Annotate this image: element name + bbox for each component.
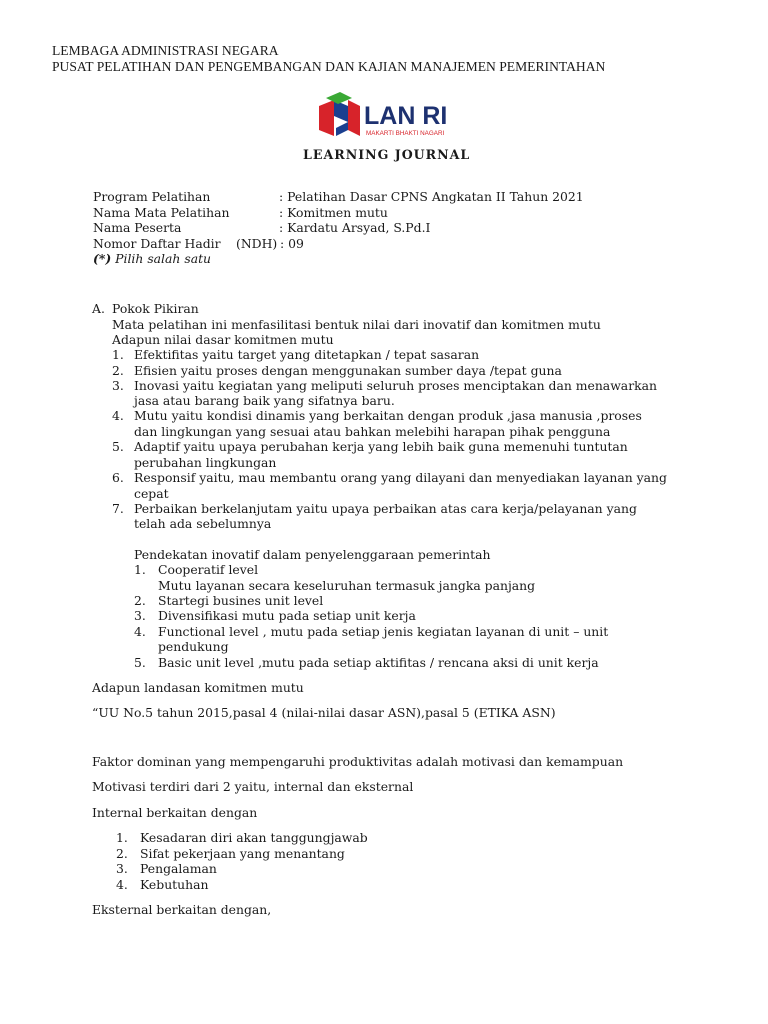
list-item-number: 6. — [112, 470, 124, 485]
peserta-value: : Kardatu Arsyad, S.Pd.I — [279, 220, 431, 235]
list-item-number: 5. — [134, 655, 146, 670]
list-item: Startegi busines unit level — [158, 593, 324, 608]
ndh-label: Nomor Daftar Hadir — [93, 236, 221, 251]
list-item: Basic unit level ,mutu pada setiap aktifitas / rencana aksi di unit kerja — [158, 655, 599, 670]
section-heading: Pokok Pikiran — [112, 301, 199, 316]
list-item-number: 3. — [134, 608, 146, 623]
institution-unit: PUSAT PELATIHAN DAN PENGEMBANGAN DAN KAJIAN MANAJEMEN PEMERINTAHAN — [52, 59, 606, 74]
list-item-number: 4. — [112, 408, 124, 423]
list-item-continuation: Mutu layanan secara keseluruhan termasuk jangka panjang — [158, 578, 536, 593]
mata-pelatihan-label: Nama Mata Pelatihan — [93, 205, 230, 220]
list-item-number: 7. — [112, 501, 124, 516]
ndh-value: : 09 — [280, 236, 304, 251]
list-item-number: 1. — [116, 830, 128, 845]
list-item: Adaptif yaitu upaya perubahan kerja yang lebih baik guna memenuhi tuntutan — [134, 439, 628, 454]
note — [93, 251, 211, 266]
list-item-number: 2. — [116, 846, 128, 861]
program-label: Program Pelatihan — [93, 189, 211, 204]
internal-heading: Internal berkaitan dengan — [92, 805, 258, 820]
peserta-label: Nama Peserta — [93, 220, 182, 235]
motivasi-text: Motivasi terdiri dari 2 yaitu, internal dan eksternal — [92, 779, 414, 794]
list-item-continuation: jasa atau barang baik yang sifatnya baru. — [134, 393, 395, 408]
list-item: Efisien yaitu proses dengan menggunakan sumber daya /tepat guna — [134, 363, 562, 378]
section-marker: A. — [92, 301, 105, 316]
list-item-number: 1. — [134, 562, 146, 577]
list-item-number: 5. — [112, 439, 124, 454]
list-item: Mutu yaitu kondisi dinamis yang berkaitan dengan produk ,jasa manusia ,proses — [134, 408, 642, 423]
list-item-continuation: perubahan lingkungan — [134, 455, 277, 470]
list-item: Efektifitas yaitu target yang ditetapkan / tepat sasaran — [134, 347, 480, 362]
list-item-continuation: pendukung — [158, 639, 229, 654]
list-item: Kebutuhan — [140, 877, 209, 892]
list-item: Divensifikasi mutu pada setiap unit kerja — [158, 608, 416, 623]
list-item-number: 3. — [116, 861, 128, 876]
list-item: Responsif yaitu, mau membantu orang yang dilayani dan menyediakan layanan yang — [134, 470, 667, 485]
mata-pelatihan-value: : Komitmen mutu — [279, 205, 388, 220]
list-item-number: 3. — [112, 378, 124, 393]
list-item: Sifat pekerjaan yang menantang — [140, 846, 345, 861]
logo-text: LAN RI — [364, 102, 448, 130]
note-mark: (*) — [93, 251, 112, 266]
ndh-abbrev: (NDH) — [236, 236, 278, 251]
section-intro: Mata pelatihan ini menfasilitasi bentuk nilai dari inovatif dan komitmen mutu — [112, 317, 601, 332]
eksternal-heading: Eksternal berkaitan dengan, — [92, 902, 272, 917]
list-item-number: 4. — [134, 624, 146, 639]
section-intro-2: Adapun nilai dasar komitmen mutu — [112, 332, 334, 347]
list-item: Perbaikan berkelanjutam yaitu upaya perbaikan atas cara kerja/pelayanan yang — [134, 501, 637, 516]
lan-ri-logo — [316, 92, 466, 142]
list-item: Cooperatif level — [158, 562, 259, 577]
list-item-continuation: dan lingkungan yang sesuai atau bahkan melebihi harapan pihak pengguna — [134, 424, 611, 439]
document-title: LEARNING JOURNAL — [303, 147, 471, 162]
list-item-number: 2. — [134, 593, 146, 608]
list-item-number: 4. — [116, 877, 128, 892]
institution-name: LEMBAGA ADMINISTRASI NEGARA — [52, 43, 279, 58]
uu-text: “UU No.5 tahun 2015,pasal 4 (nilai-nilai dasar ASN),pasal 5 (ETIKA ASN) — [92, 705, 556, 720]
landasan-text: Adapun landasan komitmen mutu — [92, 680, 304, 695]
list-item-number: 1. — [112, 347, 124, 362]
list-item: Pengalaman — [140, 861, 217, 876]
logo-tagline: MAKARTI BHAKTI NAGARI — [366, 130, 445, 137]
list-item: Kesadaran diri akan tanggungjawab — [140, 830, 368, 845]
list-item-continuation: telah ada sebelumnya — [134, 516, 272, 531]
list-item-number: 2. — [112, 363, 124, 378]
list-item: Functional level , mutu pada setiap jenis kegiatan layanan di unit – unit — [158, 624, 609, 639]
pendekatan-heading: Pendekatan inovatif dalam penyelenggaraan pemerintah — [134, 547, 491, 562]
note-text: Pilih salah satu — [115, 251, 212, 266]
program-value: : Pelatihan Dasar CPNS Angkatan II Tahun 2021 — [279, 189, 584, 204]
list-item: Inovasi yaitu kegiatan yang meliputi seluruh proses menciptakan dan menawarkan — [134, 378, 657, 393]
faktor-text: Faktor dominan yang mempengaruhi produktivitas adalah motivasi dan kemampuan — [92, 754, 624, 769]
list-item-continuation: cepat — [134, 486, 169, 501]
